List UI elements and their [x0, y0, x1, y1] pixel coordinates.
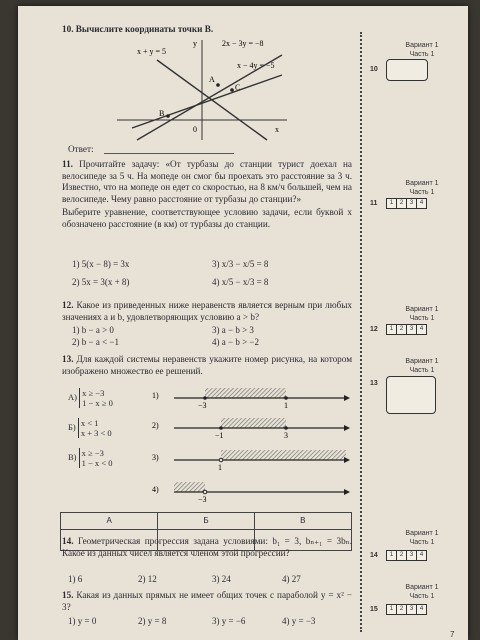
q11-option-3[interactable]: 3) x/3 − x/5 = 8	[212, 259, 269, 269]
answer-number-12: 12	[370, 326, 378, 333]
number-line-figures	[152, 380, 352, 504]
part-text: Часть 1	[409, 314, 435, 322]
choice-cell-2[interactable]: 2	[396, 324, 407, 335]
choice-cell-1[interactable]: 1	[386, 604, 397, 615]
system-c	[68, 448, 112, 468]
q12-option-2[interactable]: 2) b − a < −1	[72, 337, 119, 347]
q14-text: Геометрическая прогрессия задана условиями: b₁ = 3, bₙ₊₁ = 3bₙ. Какое из данных чисел является членом этой прогрессии?	[62, 536, 352, 558]
choice-cell-3[interactable]: 3	[406, 604, 417, 615]
answer-number-15: 15	[370, 606, 378, 613]
system-b-line2: x + 3 < 0	[80, 428, 112, 438]
choice-cell-3[interactable]: 3	[406, 550, 417, 561]
q13-number: 13.	[62, 354, 74, 364]
fig1-tick-b: 1	[284, 401, 288, 410]
variant-label	[394, 306, 450, 323]
q15-option-3[interactable]: 3) y = −6	[212, 616, 246, 626]
q10-text: Вычислите координаты точки B.	[75, 24, 214, 34]
answer-number-13: 13	[370, 380, 378, 387]
system-a-line1: x ≥ −3	[82, 388, 105, 398]
part-text: Часть 1	[409, 50, 435, 58]
point-a-label: A	[209, 75, 215, 84]
system-b-label: Б)	[68, 421, 76, 432]
point-b-label: B	[159, 109, 165, 118]
system-b-line1: x < 1	[80, 418, 99, 428]
eq3-label: x − 4y = −5	[237, 61, 275, 70]
part-text: Часть 1	[409, 538, 435, 546]
q10-answer-line[interactable]	[104, 153, 234, 154]
x-axis-label: x	[275, 125, 279, 134]
system-a	[68, 388, 113, 408]
answer-number-14: 14	[370, 552, 378, 559]
system-a-line2: 1 − x ≥ 0	[82, 398, 113, 408]
eq1-label: x + y = 5	[137, 47, 167, 56]
choice-cell-1[interactable]: 1	[386, 324, 397, 335]
question-11	[62, 159, 353, 287]
fig2-tick-a: −1	[215, 431, 224, 440]
q14-option-4[interactable]: 4) 27	[282, 574, 301, 584]
choice-cell-4[interactable]: 4	[416, 550, 427, 561]
y-axis-label: y	[193, 39, 197, 48]
variant-text: Вариант 1	[405, 530, 439, 537]
choice-cell-3[interactable]: 3	[406, 198, 417, 209]
variant-text: Вариант 1	[405, 306, 439, 313]
q11-number: 11.	[62, 159, 73, 169]
q14-option-1[interactable]: 1) 6	[68, 574, 83, 584]
fig4-tick: −3	[198, 495, 207, 504]
q12-option-4[interactable]: 4) a − b > −2	[212, 337, 259, 347]
part-text: Часть 1	[409, 366, 435, 374]
choice-cell-2[interactable]: 2	[396, 604, 407, 615]
question-10	[62, 24, 352, 154]
choice-cell-1[interactable]: 1	[386, 550, 397, 561]
q12-option-3[interactable]: 3) a − b > 3	[212, 325, 254, 335]
answer-col-a: А	[61, 513, 158, 530]
worksheet-page	[18, 6, 468, 640]
q11-option-2[interactable]: 2) 5x = 3(x + 8)	[72, 277, 130, 287]
q14-option-2[interactable]: 2) 12	[138, 574, 157, 584]
q14-number: 14.	[62, 536, 74, 546]
system-c-label: В)	[68, 451, 77, 462]
system-c-line2: 1 − x < 0	[81, 458, 113, 468]
system-b	[68, 418, 112, 438]
system-a-label: А)	[68, 391, 77, 402]
q15-text: Какая из данных прямых не имеет общих точек с параболой y = x² − 3?	[62, 590, 352, 612]
variant-label	[394, 42, 450, 59]
q11-text: Прочитайте задачу: «От турбазы до станции турист доехал на велосипеде за 5 ч. На мопеде он смог бы проехать это расстояние за 3 ч. Известно, что на мопеде он едет со скоростью, на 8 км/ч большей, чем на велосипеде. Чему равно расстояние от турбазы до станции?»	[62, 159, 353, 204]
origin-label: 0	[193, 125, 197, 134]
variant-label	[394, 584, 450, 601]
q15-option-4[interactable]: 4) y = −3	[282, 616, 316, 626]
choice-cell-2[interactable]: 2	[396, 550, 407, 561]
question-14	[62, 536, 352, 584]
choice-cell-4[interactable]: 4	[416, 604, 427, 615]
q12-number: 12.	[62, 300, 74, 310]
variant-text: Вариант 1	[405, 358, 439, 365]
q15-number: 15.	[62, 590, 74, 600]
q11-text2: Выберите уравнение, соответствующее условию задачи, если буквой x обозначено расстояние (в км) от турбазы до станции.	[62, 207, 352, 229]
variant-text: Вариант 1	[405, 180, 439, 187]
choice-cell-1[interactable]: 1	[386, 198, 397, 209]
answer-box-10[interactable]	[386, 59, 428, 81]
choice-cells-12	[386, 324, 426, 335]
figure-1-label: 1)	[152, 391, 159, 400]
variant-label	[394, 358, 450, 375]
fig2-tick-b: 3	[284, 431, 288, 440]
figure-2-label: 2)	[152, 421, 159, 430]
choice-cells-11	[386, 198, 426, 209]
question-12	[62, 300, 353, 347]
q11-option-4[interactable]: 4) x/5 − x/3 = 8	[212, 277, 269, 287]
variant-label	[394, 530, 450, 547]
part-text: Часть 1	[409, 188, 435, 196]
q10-answer-label: Ответ:	[68, 144, 94, 154]
answer-number-11: 11	[370, 200, 378, 207]
figure-3-label: 3)	[152, 453, 159, 462]
variant-text: Вариант 1	[405, 584, 439, 591]
q13-text: Для каждой системы неравенств укажите номер рисунка, на котором изображено множество ее решений.	[62, 354, 353, 376]
q10-number: 10.	[62, 24, 74, 34]
choice-cell-4[interactable]: 4	[416, 198, 427, 209]
system-c-line1: x ≥ −3	[81, 448, 104, 458]
answer-col-c: В	[254, 513, 351, 530]
question-15	[62, 590, 352, 626]
point-c-label: C	[235, 83, 241, 92]
answer-number-10: 10	[370, 66, 378, 73]
q15-option-1[interactable]: 1) y = 0	[68, 616, 97, 626]
page-number: 7	[450, 630, 455, 639]
fig1-tick-a: −3	[198, 401, 207, 410]
question-13	[62, 354, 353, 526]
choice-cell-4[interactable]: 4	[416, 324, 427, 335]
q12-option-1[interactable]: 1) b − a > 0	[72, 325, 114, 335]
eq2-label: 2x − 3y = −8	[222, 39, 264, 48]
choice-cell-2[interactable]: 2	[396, 198, 407, 209]
figure-4-label: 4)	[152, 485, 159, 494]
answer-box-13[interactable]	[386, 376, 436, 414]
cut-line	[360, 32, 362, 632]
part-text: Часть 1	[409, 592, 435, 600]
choice-cells-14	[386, 550, 426, 561]
answer-col-b: Б	[158, 513, 254, 530]
variant-label	[394, 180, 450, 197]
q10-graph	[117, 40, 317, 140]
q12-text: Какое из приведенных ниже неравенств является верным при любых значениях a и b, удовлетворяющих условию a > b?	[62, 300, 353, 322]
fig3-tick: 1	[218, 463, 222, 472]
q14-option-3[interactable]: 3) 24	[212, 574, 231, 584]
q15-option-2[interactable]: 2) y = 8	[138, 616, 167, 626]
choice-cell-3[interactable]: 3	[406, 324, 417, 335]
choice-cells-15	[386, 604, 426, 615]
variant-text: Вариант 1	[405, 42, 439, 49]
q11-option-1[interactable]: 1) 5(x − 8) = 3x	[72, 259, 130, 269]
